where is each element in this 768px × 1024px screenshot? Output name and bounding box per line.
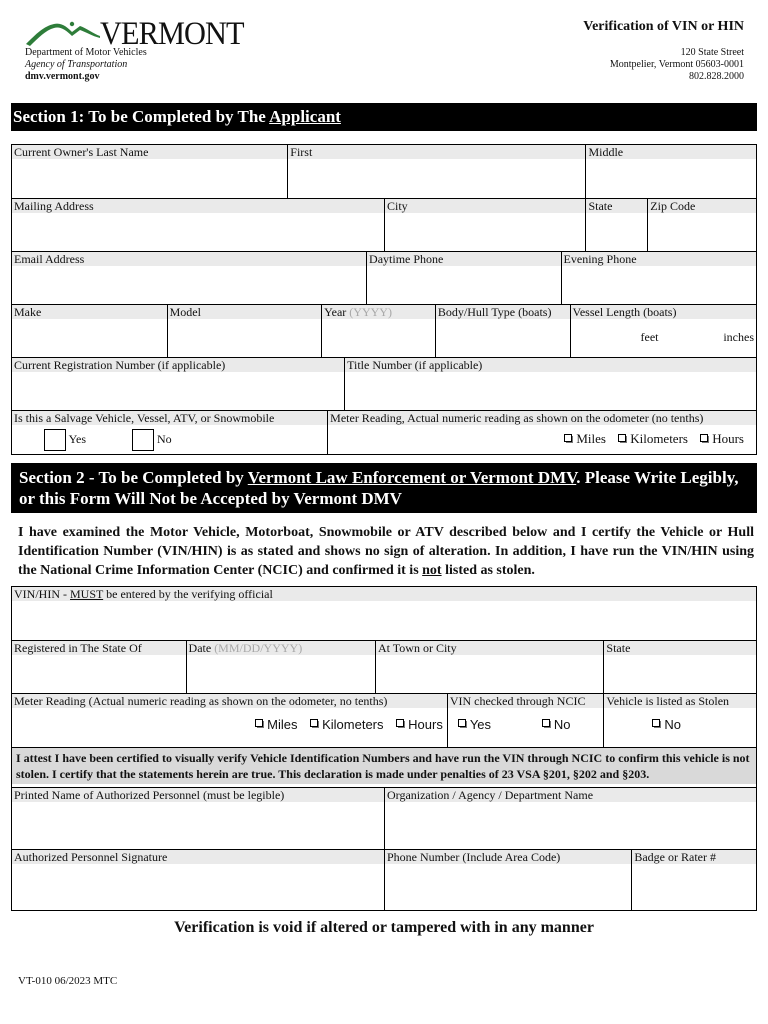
badge-rater-label: Badge or Rater # — [632, 850, 756, 864]
meter-reading-field[interactable] — [327, 411, 756, 454]
ncic-row — [12, 693, 756, 747]
year-label — [322, 305, 435, 319]
agency-block — [25, 47, 147, 83]
section-2-meter-options — [246, 716, 443, 732]
date-placeholder: (MM/DD/YYYY) — [214, 641, 303, 655]
email-label: Email Address — [12, 252, 366, 266]
first-name-label: First — [288, 145, 585, 159]
meter-reading-label: Meter Reading, Actual numeric reading as shown on the odometer (no tenths) — [328, 411, 756, 425]
vin-must: MUST — [70, 587, 104, 601]
signature-field[interactable] — [12, 850, 384, 910]
stolen-listed-field — [603, 694, 756, 747]
printed-name-row — [12, 787, 756, 849]
salvage-meter-row — [12, 410, 756, 454]
zip-code-field[interactable] — [647, 199, 756, 251]
section-2-form — [11, 586, 757, 911]
printed-name-label: Printed Name of Authorized Personnel (must be legible) — [12, 788, 384, 802]
ncic-yes-option[interactable] — [450, 716, 491, 732]
kilometers-checkbox[interactable] — [618, 434, 626, 442]
model-label: Model — [168, 305, 322, 319]
section-2-kilometers-checkbox[interactable] — [310, 719, 318, 727]
section-2-state-label: State — [604, 641, 756, 655]
hours-label: Hours — [712, 431, 744, 446]
section-1-heading — [11, 103, 757, 131]
section-2-hours-option[interactable] — [396, 717, 443, 732]
section-2-meter-field[interactable] — [12, 694, 447, 747]
phone-area-code-field[interactable] — [384, 850, 631, 910]
miles-label: Miles — [576, 431, 606, 446]
signature-label: Authorized Personnel Signature — [12, 850, 384, 864]
salvage-yes-option[interactable] — [44, 429, 86, 451]
inches-unit: inches — [723, 330, 754, 344]
salvage-no-label: No — [157, 431, 172, 446]
date-label — [187, 641, 375, 655]
body-type-label: Body/Hull Type (boats) — [436, 305, 570, 319]
kilometers-label: Kilometers — [630, 431, 688, 446]
certification-text-end: listed as stolen. — [441, 563, 535, 578]
feet-unit: feet — [640, 330, 659, 344]
certification-text: I have examined the Motor Vehicle, Motorboat, Snowmobile or ATV described below and I certify the Vehicle or Hull Identification Number (VIN/HIN) is as stated and shows no sign of alteration. In addition, I have run the VIN/HIN using the National Crime Information Center (NCIC) and confirmed it is — [18, 525, 754, 578]
title-number-label: Title Number (if applicable) — [345, 358, 756, 372]
signature-row — [12, 849, 756, 910]
vermont-logo — [24, 16, 244, 50]
mailing-address-label: Mailing Address — [12, 199, 384, 213]
make-field[interactable] — [12, 305, 167, 357]
body-type-field[interactable] — [435, 305, 570, 357]
stolen-no-label: No — [664, 716, 682, 732]
department-name: Department of Motor Vehicles — [25, 47, 147, 58]
email-field[interactable] — [12, 252, 366, 304]
miles-checkbox[interactable] — [564, 434, 572, 442]
registration-row — [12, 357, 756, 410]
salvage-no-option[interactable] — [132, 429, 172, 451]
ncic-no-option[interactable] — [534, 716, 571, 732]
badge-rater-field[interactable] — [631, 850, 756, 910]
stolen-no-option[interactable] — [652, 716, 681, 732]
ncic-no-label: No — [553, 716, 571, 732]
vin-row — [12, 587, 756, 640]
vin-prefix: VIN/HIN - — [14, 587, 70, 601]
owner-last-name-label: Current Owner's Last Name — [12, 145, 287, 159]
section-2-heading — [11, 463, 757, 513]
address-line-2: Montpelier, Vermont 05603-0001 — [609, 59, 744, 70]
certification-not: not — [422, 563, 442, 578]
section-1-form — [11, 144, 757, 455]
vin-checked-field — [447, 694, 604, 747]
owner-first-name-field[interactable] — [287, 145, 585, 198]
salvage-yes-label: Yes — [68, 431, 87, 446]
attestation-row — [12, 747, 756, 787]
daytime-phone-field[interactable] — [366, 252, 560, 304]
meter-unit-options — [555, 431, 744, 447]
dmv-address — [610, 47, 744, 83]
section-2-heading-authority: Vermont Law Enforcement or Vermont DMV — [247, 468, 577, 487]
section-2-heading-text: Section 2 - To be Completed by — [19, 468, 248, 487]
salvage-question-field — [12, 411, 327, 454]
website-link[interactable]: dmv.vermont.gov — [25, 71, 100, 82]
kilometers-option[interactable] — [618, 431, 688, 447]
registered-state-row — [12, 640, 756, 693]
ncic-yes-checkbox[interactable] — [458, 719, 466, 727]
contact-row — [12, 251, 756, 304]
vessel-length-label: Vessel Length (boats) — [571, 305, 757, 319]
mailing-address-field[interactable] — [12, 199, 384, 251]
void-notice: Verification is void if altered or tampered with in any manner — [174, 919, 594, 936]
attestation-statement: I attest I have been certified to visually verify Vehicle Identification Numbers and have run the VIN through NCIC to confirm this vehicle is not stolen. I certify that the statements herein are true. This declaration is made under penalties of 23 VSA §201, §202 and §203. — [12, 748, 756, 784]
date-label-text: Date — [188, 641, 212, 655]
logo-wordmark: VERMONT — [100, 16, 244, 52]
make-label: Make — [12, 305, 167, 319]
section-2-miles-label: Miles — [267, 716, 298, 732]
agency-name: Agency of Transportation — [25, 59, 128, 70]
phone-number: 802.828.2000 — [689, 71, 744, 82]
stolen-listed-label: Vehicle is listed as Stolen — [604, 694, 756, 708]
mailing-row — [12, 198, 756, 251]
year-field[interactable] — [321, 305, 435, 357]
form-code: VT-010 06/2023 MTC — [18, 975, 118, 987]
section-2-hours-checkbox[interactable] — [396, 719, 404, 727]
hours-option[interactable] — [700, 431, 744, 447]
vin-hin-field[interactable] — [12, 587, 756, 640]
hours-checkbox[interactable] — [700, 434, 708, 442]
city-label: City — [385, 199, 585, 213]
town-city-field[interactable] — [375, 641, 603, 693]
section-2-miles-option[interactable] — [255, 717, 297, 732]
salvage-no-checkbox[interactable] — [132, 429, 154, 451]
section-2-heading-notice: . Please Write Legibly, or this Form Will Not be Accepted by Vermont DMV — [19, 468, 739, 508]
state-field[interactable] — [585, 199, 647, 251]
phone-area-code-label: Phone Number (Include Area Code) — [385, 850, 631, 864]
section-2-state-field[interactable] — [603, 641, 756, 693]
salvage-yes-checkbox[interactable] — [44, 429, 66, 451]
state-label: State — [586, 199, 647, 213]
mountain-logo-icon — [24, 16, 100, 50]
current-registration-label: Current Registration Number (if applicable) — [12, 358, 344, 372]
organization-label: Organization / Agency / Department Name — [385, 788, 756, 802]
registered-state-label: Registered in The State Of — [12, 641, 186, 655]
owner-last-name-field[interactable] — [12, 145, 287, 198]
document-title: Verification of VIN or HIN — [583, 19, 744, 34]
stolen-no-checkbox[interactable] — [652, 719, 660, 727]
section-2-miles-checkbox[interactable] — [255, 719, 263, 727]
year-placeholder: (YYYY) — [349, 305, 392, 319]
ncic-yes-label: Yes — [469, 716, 492, 732]
section-2-meter-label: Meter Reading (Actual numeric reading as shown on the odometer, no tenths) — [12, 694, 447, 708]
registered-state-field[interactable] — [12, 641, 186, 693]
organization-field[interactable] — [384, 788, 756, 849]
certification-statement — [18, 523, 754, 580]
daytime-phone-label: Daytime Phone — [367, 252, 560, 266]
zip-code-label: Zip Code — [648, 199, 756, 213]
town-city-label: At Town or City — [376, 641, 603, 655]
title-number-field[interactable] — [344, 358, 756, 410]
address-line-1: 120 State Street — [680, 47, 744, 58]
miles-option[interactable] — [564, 431, 606, 447]
owner-middle-name-field[interactable] — [585, 145, 756, 198]
middle-name-label: Middle — [586, 145, 756, 159]
salvage-question-label: Is this a Salvage Vehicle, Vessel, ATV, or Snowmobile — [12, 411, 327, 425]
ncic-no-checkbox[interactable] — [542, 719, 550, 727]
vehicle-row — [12, 304, 756, 357]
evening-phone-field[interactable] — [561, 252, 756, 304]
year-label-text: Year — [324, 305, 347, 319]
vessel-length-field[interactable] — [570, 305, 757, 357]
section-2-kilometers-option[interactable] — [310, 717, 383, 732]
owner-name-row — [12, 145, 756, 198]
vin-checked-label: VIN checked through NCIC — [448, 694, 604, 708]
date-field[interactable] — [186, 641, 375, 693]
section-1-heading-applicant: Applicant — [269, 107, 341, 126]
evening-phone-label: Evening Phone — [562, 252, 756, 266]
current-registration-field[interactable] — [12, 358, 344, 410]
section-2-hours-label: Hours — [408, 716, 443, 732]
vin-suffix: be entered by the verifying official — [103, 587, 273, 601]
vin-hin-label — [12, 587, 756, 601]
printed-name-field[interactable] — [12, 788, 384, 849]
city-field[interactable] — [384, 199, 585, 251]
model-field[interactable] — [167, 305, 322, 357]
section-2-kilometers-label: Kilometers — [322, 716, 384, 732]
section-1-heading-text: Section 1: To be Completed by The — [13, 107, 270, 126]
